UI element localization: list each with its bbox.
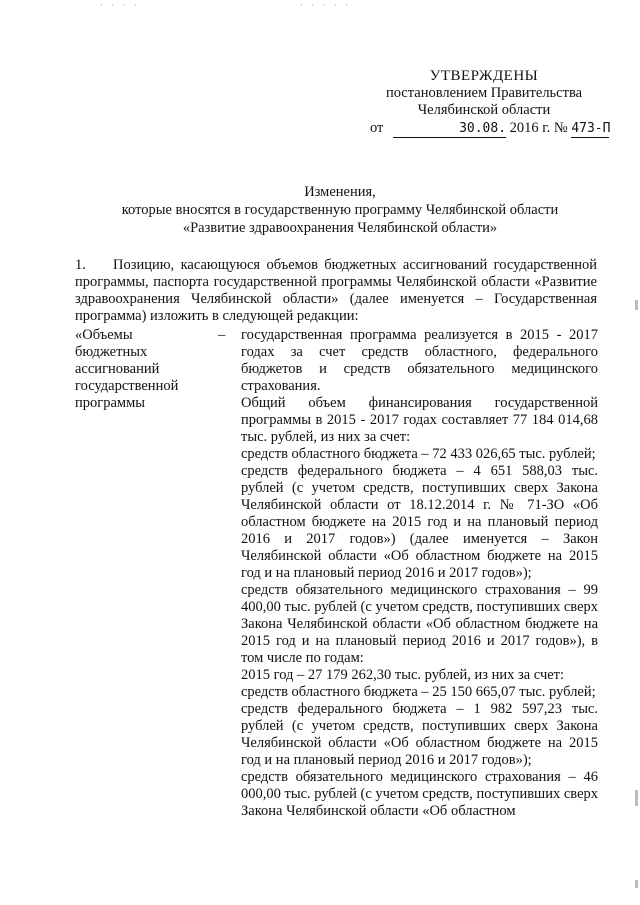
approved-line-1: постановлением Правительства — [385, 85, 583, 101]
table-paragraph: средств федерального бюджета – 1 982 597,23 тыс. рублей (с учетом средств, поступивших сверх Закона Челябинской области «Об областном бюджете на 2015 год и на плановый период 2016 и 2017 годов»); — [241, 701, 598, 768]
heading-line-1: Изменения, — [304, 184, 376, 200]
intro-number: 1. — [75, 257, 86, 273]
approved-title: УТВЕРЖДЕНЫ — [429, 68, 539, 84]
intro-text: Позицию, касающуюся объемов бюджетных ассигнований государственной программы, паспорта государственной программы Челябинской области «Развитие здравоохранения Челябинской области» (далее именуется – Государственная программа) изложить в следующей редакции: — [75, 257, 597, 324]
table-paragraph: 2015 год – 27 179 262,30 тыс. рублей, из них за счет: — [241, 667, 565, 683]
document-number: 473-П — [571, 121, 611, 136]
scan-artifact — [635, 880, 638, 888]
table-left-label: «Объемы бюджетных ассигнований государственной программы — [75, 327, 179, 411]
table-paragraph: средств обязательного медицинского страхования – 46 000,00 тыс. рублей (с учетом средств, поступивших сверх Закона Челябинской области «Об областном — [241, 769, 598, 819]
table-dash: – — [218, 327, 226, 343]
heading-line-3: «Развитие здравоохранения Челябинской области» — [182, 220, 498, 236]
approved-line-2: Челябинской области — [417, 102, 551, 118]
intro-paragraph — [75, 257, 597, 325]
document-heading — [60, 183, 620, 237]
scan-artifact — [635, 790, 638, 806]
table-paragraph: средств федерального бюджета – 4 651 588,03 тыс. рублей (с учетом средств, поступивших сверх Закона Челябинской области от 18.12.2014 г. № 71-ЗО «Об областном бюджете на 2015 год и на плановый период 2016 и 2017 годов») (далее именуется – Закон Челябинской области «Об областном бюджете на 2015 год и на плановый период 2016 и 2017 годов»); — [241, 463, 598, 581]
table-paragraph: средств областного бюджета – 72 433 026,65 тыс. рублей; — [241, 446, 596, 462]
heading-line-2: которые вносятся в государственную программу Челябинской области — [121, 202, 559, 218]
scan-artifact — [635, 300, 638, 310]
table-right-column — [241, 327, 598, 820]
from-label: от — [370, 120, 384, 136]
approval-block — [370, 68, 598, 119]
approval-date-line — [370, 120, 620, 138]
scan-artifact: · · · · — [100, 0, 140, 10]
scan-artifact: · · · · · — [300, 0, 351, 10]
date-value: 30.08. — [393, 120, 506, 138]
table-paragraph: Общий объем финансирования государственной программы в 2015 - 2017 годах составляет 77 184 014,68 тыс. рублей, из них за счет: — [241, 395, 598, 445]
table-paragraph: средств обязательного медицинского страхования – 99 400,00 тыс. рублей (с учетом средств, поступивших сверх Закона Челябинской области «Об областном бюджете на 2015 год и на плановый период 2016 и 2017 годов»), в том числе по годам: — [241, 582, 598, 666]
table-paragraph: государственная программа реализуется в 2015 - 2017 годах за счет средств областного, федерального бюджетов и средств обязательного медицинского страхования. — [241, 327, 598, 394]
year-text: 2016 г. № — [509, 120, 568, 136]
table-paragraph: средств областного бюджета – 25 150 665,07 тыс. рублей; — [241, 684, 596, 700]
